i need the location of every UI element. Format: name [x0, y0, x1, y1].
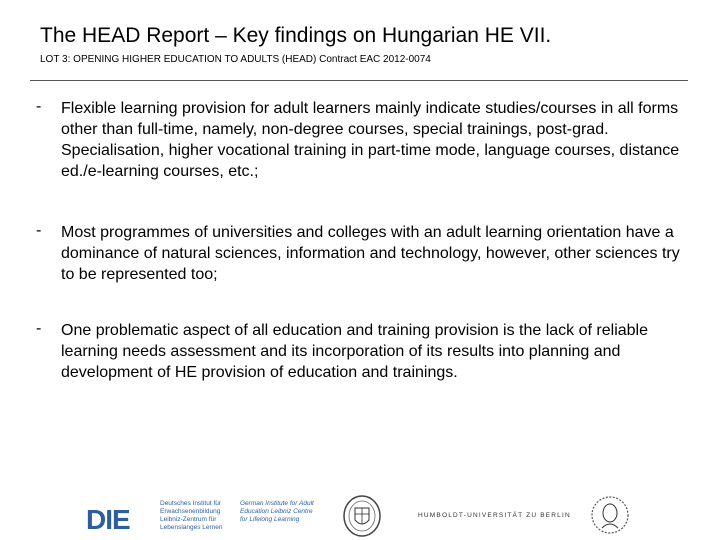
die-logo: DIE	[86, 504, 130, 535]
bullet-marker: -	[36, 320, 42, 337]
bullet-text: Most programmes of universities and colleges with an adult learning orientation have a dominance of natural sciences, information and technology, however, other sciences try to be represented too;	[61, 224, 680, 283]
bullet-marker: -	[36, 222, 42, 239]
slide-subtitle: LOT 3: OPENING HIGHER EDUCATION TO ADULTS (HEAD) Contract EAC 2012-0074	[40, 54, 431, 65]
die-text-english: German Institute for Adult Education Leibniz Centre for Lifelong Learning	[240, 500, 314, 523]
bullet-text: One problematic aspect of all education and training provision is the lack of reliable learning needs assessment and its incorporation of its results into planning and development of HE provision of education and trainings.	[61, 322, 648, 381]
humboldt-seal-icon	[590, 492, 630, 538]
university-seal-icon	[342, 494, 382, 538]
slide-title: The HEAD Report – Key findings on Hungarian HE VII.	[40, 24, 552, 47]
footer-logos	[0, 486, 720, 540]
header-divider	[30, 80, 688, 81]
bullet-text: Flexible learning provision for adult learners mainly indicate studies/courses in all forms other than full-time, namely, non-degree courses, special trainings, post-grad. Specialisation, higher vocational training in part-time mode, language courses, distance ed./e-learning courses, etc.;	[61, 100, 680, 180]
humboldt-name: HUMBOLDT-UNIVERSITÄT ZU BERLIN	[418, 512, 571, 519]
bullet-marker: -	[36, 98, 42, 115]
die-text-german: Deutsches Institut für Erwachsenenbildung Leibniz-Zentrum für Lebenslanges Lernen	[160, 500, 223, 531]
